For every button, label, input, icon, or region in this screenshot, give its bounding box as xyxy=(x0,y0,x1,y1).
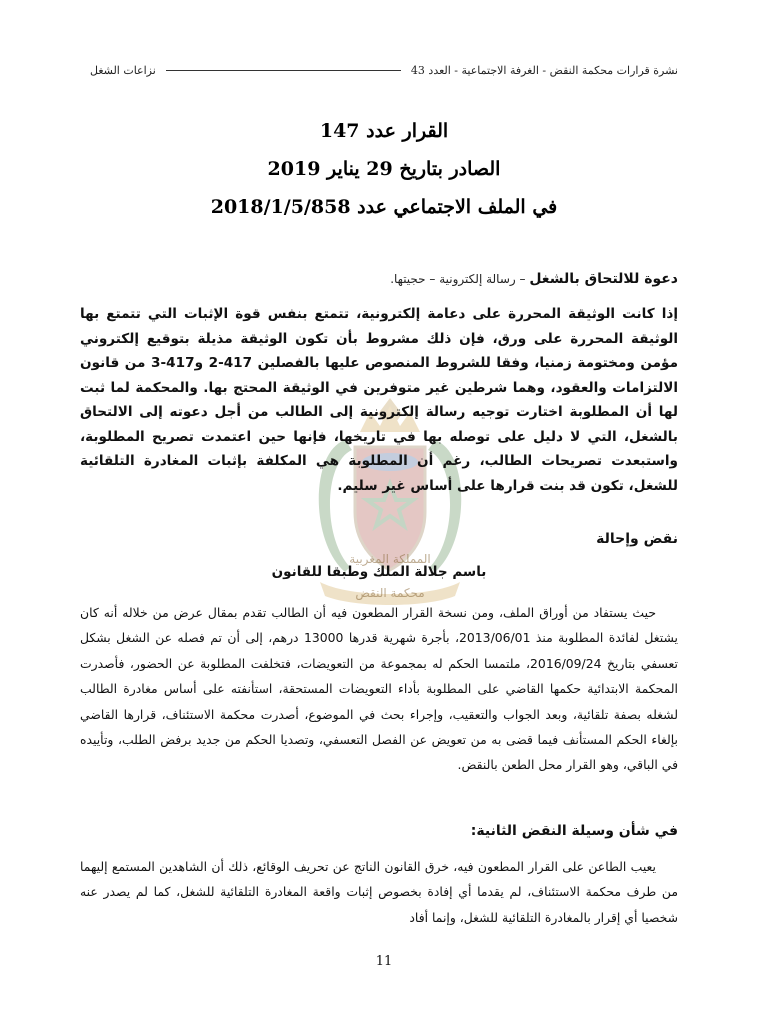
keyword-main: دعوة للالتحاق بالشغل xyxy=(529,271,678,287)
royal-invocation: باسم جلالة الملك وطبقا للقانون xyxy=(271,564,487,580)
watermark-court-text: محكمة النقض xyxy=(355,586,425,600)
second-ground-heading: في شأن وسيلة النقض الثانية: xyxy=(470,823,678,839)
decision-summary: إذا كانت الوثيقة المحررة على دعامة إلكترونية، تتمتع بنفس قوة الإثبات التي تتمتع بها الوثيقة المحررة على ورق، فإن ذلك مشروط بأن تكون الوثيقة مذيلة بتوقيع إلكتروني مؤمن ومختومة زمنيا، وفقا للشروط المنصوص عليها بالفصلين 417-2 و417-3 من قانون الالتزامات والعقود، وهما شرطين غير متوفرين في الوثيقة المحتج بها. والمحكمة لما ثبت لها أن المطلوبة اختارت توجيه رسالة إلكترونية إلى الطالب من أجل دعوته إلى الالتحاق بالشغل، التي لا دليل على توصله بها في تاريخها، فإنها حين اعتمدت تصريح المطلوبة، واستبعدت تصريحات الطالب، رغم أن المطلوبة هي المكلفة بإثبات المغادرة التلقائية للشغل، تكون قد بنت قرارها على أساس غير سليم. xyxy=(80,306,678,494)
page-number: 11 xyxy=(375,954,393,969)
running-header-section: نزاعات الشغل xyxy=(90,63,156,77)
decision-file-number: في الملف الاجتماعي عدد 2018/1/5/858 xyxy=(210,196,558,218)
ruling-label: نقض وإحالة xyxy=(596,531,678,547)
decision-number: القرار عدد 147 xyxy=(319,120,449,142)
running-header-publication: نشرة قرارات محكمة النقض - الغرفة الاجتماعية - العدد 43 xyxy=(410,63,678,77)
watermark-kingdom-text: المملكة المغربية xyxy=(349,552,431,566)
keyword-rest: – رسالة إلكترونية – حجيتها. xyxy=(390,272,530,286)
keywords-line xyxy=(80,266,678,292)
second-ground-paragraph: يعيب الطاعن على القرار المطعون فيه، خرق القانون الناتج عن تحريف الوقائع، ذلك أن الشاهدين المستمع إليهما من طرف محكمة الاستئناف، لم يقدما أي إفادة بخصوص إثبات واقعة المغادرة التلقائية للشغل، كما لم يصدر عنه شخصيا أي إقرار بالمغادرة التلقائية للشغل، وإنما أفاد xyxy=(80,859,678,925)
decision-date: الصادر بتاريخ 29 يناير 2019 xyxy=(267,158,501,180)
running-header xyxy=(90,60,678,80)
decision-title-block xyxy=(90,112,678,226)
running-header-rule xyxy=(166,70,401,71)
facts-paragraph: حيث يستفاد من أوراق الملف، ومن نسخة القرار المطعون فيه أن الطالب تقدم بمقال عرض من خلاله أنه كان يشتغل لفائدة المطلوبة منذ 2013/06/01، بأجرة شهرية قدرها 13000 درهم، إلى أن تم فصله عن الشغل بشكل تعسفي بتاريخ 2016/09/24، ملتمسا الحكم له بمجموعة من التعويضات، فتخلفت المطلوبة عن الحضور، فأصدرت المحكمة الابتدائية حكمها القاضي على المطلوبة بأداء التعويضات المستحقة، استأنفته على أساس مغادرة الطالب لشغله بصفة تلقائية، وبعد الجواب والتعقيب، وإجراء بحث في الموضوع، أصدرت محكمة الاستئناف، قرارها القاضي بإلغاء الحكم المستأنف فيما قضى به من تعويض عن الفصل التعسفي، وتصديا الحكم من جديد برفض الطلب، وتأييده في الباقي، وهو القرار محل الطعن بالنقض. xyxy=(80,605,678,773)
